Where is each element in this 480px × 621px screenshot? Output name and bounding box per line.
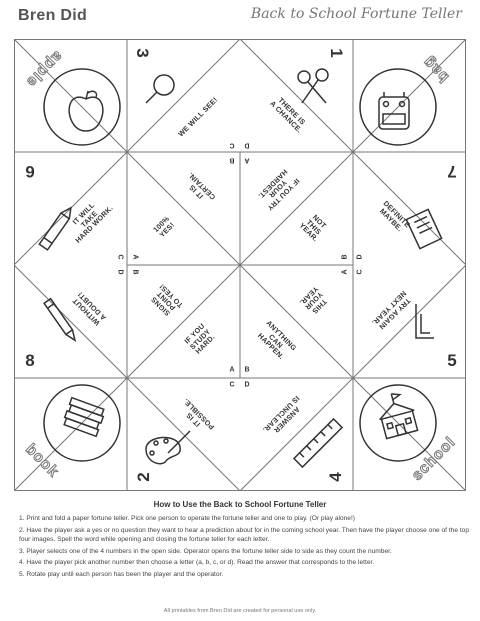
school-building-icon (374, 389, 420, 439)
letter-c[interactable]: C (116, 254, 124, 260)
letter-a[interactable]: A (131, 254, 139, 260)
instructions-title: How to Use the Back to School Fortune Teller (153, 500, 327, 509)
letter-b[interactable]: B (131, 269, 139, 275)
number-8[interactable]: 8 (25, 351, 35, 371)
letter-b[interactable]: B (229, 156, 235, 164)
magnifying-glass-icon (146, 75, 174, 103)
fortune-not-this-year: NOT THIS YEAR. (297, 212, 329, 244)
fortune-signs-point-to-yes: SIGNS POINT TO YES! (149, 282, 185, 318)
fortune-try-again-next-year: TRY AGAIN NEXT YEAR. (370, 289, 413, 332)
number-5[interactable]: 5 (447, 351, 457, 371)
letter-d[interactable]: D (244, 381, 250, 389)
letter-b[interactable]: B (244, 366, 250, 374)
letter-a[interactable]: A (341, 269, 349, 275)
paint-palette-icon (146, 431, 190, 464)
fortune-there-is-a-chance: THERE IS A CHANCE. (268, 95, 308, 135)
letter-d[interactable]: D (356, 254, 364, 260)
corner-word-bag[interactable]: bag (419, 52, 453, 86)
number-3[interactable]: 3 (132, 48, 152, 58)
footer-note: All printables from Bren Did are created for personal use only. (163, 608, 317, 614)
fortune-this-your-year: THIS YOUR YEAR. (297, 284, 329, 316)
fortune-without-a-doubt: WITHOUT A DOUBT! (70, 290, 108, 328)
fortune-answer-is-unclear: ANSWER IS UNCLEAR. (261, 394, 302, 435)
fortune-anything-can-happen: ANYTHING CAN HAPPEN. (255, 318, 299, 362)
letter-c[interactable]: C (229, 381, 235, 389)
corner-word-school[interactable]: school (408, 433, 459, 484)
letter-a[interactable]: A (244, 156, 250, 164)
letter-d[interactable]: D (244, 141, 250, 149)
instruction-step: 1. Print and fold a paper fortune teller. Pick one person to operate the fortune teller and one to play. (Or play alone!) (19, 515, 355, 522)
instructions-list (19, 514, 469, 582)
fortune-it-is-possible: IT IS POSSIBLE. (181, 397, 216, 432)
fortune-if-you-study-hard: IF YOU STUDY HARD. (182, 321, 217, 356)
number-4[interactable]: 4 (326, 472, 346, 482)
fortune-it-will-take-hard-work: IT WILL TAKE HARD WORK. (70, 200, 115, 245)
fortune-if-you-try-your-hardest: IF YOU TRY YOUR HARDEST. (256, 167, 302, 213)
ruler-icon (294, 419, 342, 467)
fortune-we-will-see: WE WILL SEE! (176, 95, 220, 139)
number-2[interactable]: 2 (134, 472, 154, 482)
number-1[interactable]: 1 (326, 48, 346, 58)
fold-lines (14, 39, 466, 491)
document-title: Back to School Fortune Teller (250, 6, 462, 22)
ruler-triangle-icon (416, 304, 434, 338)
instruction-step: 5. Rotate play until each person has been the player and the operator. (19, 570, 224, 578)
fortune-definite-maybe: DEFINITE MAYBE. (378, 198, 413, 233)
letter-b[interactable]: B (341, 254, 349, 260)
books-icon (62, 398, 105, 437)
corner-word-book[interactable]: book (22, 440, 63, 481)
instruction-step: 2. Have the player ask a yes or no question they want to hear a prediction about for in the coming school year. Then have the player choose one of the top four images. Spell the word while opening and closing the fortune teller for each letter. (19, 526, 470, 544)
letter-d[interactable]: D (116, 269, 124, 275)
corner-word-apple[interactable]: apple (22, 47, 66, 91)
fortune-teller-sheet (14, 39, 466, 491)
notebook-icon (406, 209, 441, 248)
fortune-it-is-certain: IT IS CERTAIN. (185, 170, 218, 203)
letter-c[interactable]: C (356, 269, 364, 275)
brand-logo: Bren Did (18, 7, 88, 24)
fortune-100-yes: 100% YES! (151, 214, 176, 239)
number-6[interactable]: 6 (25, 161, 35, 181)
instruction-step: 4. Have the player pick another number then choose a letter (a, b, c, or d). Read the answer that corresponds to the letter. (19, 559, 375, 567)
letter-a[interactable]: A (229, 366, 235, 374)
number-7[interactable]: 7 (447, 161, 457, 181)
letter-c[interactable]: C (229, 141, 235, 149)
scissors-icon (298, 69, 328, 103)
instruction-step: 3. Player selects one of the 4 numbers in the open side. Operator opens the fortune teller side to side as they count the number. (19, 547, 392, 555)
